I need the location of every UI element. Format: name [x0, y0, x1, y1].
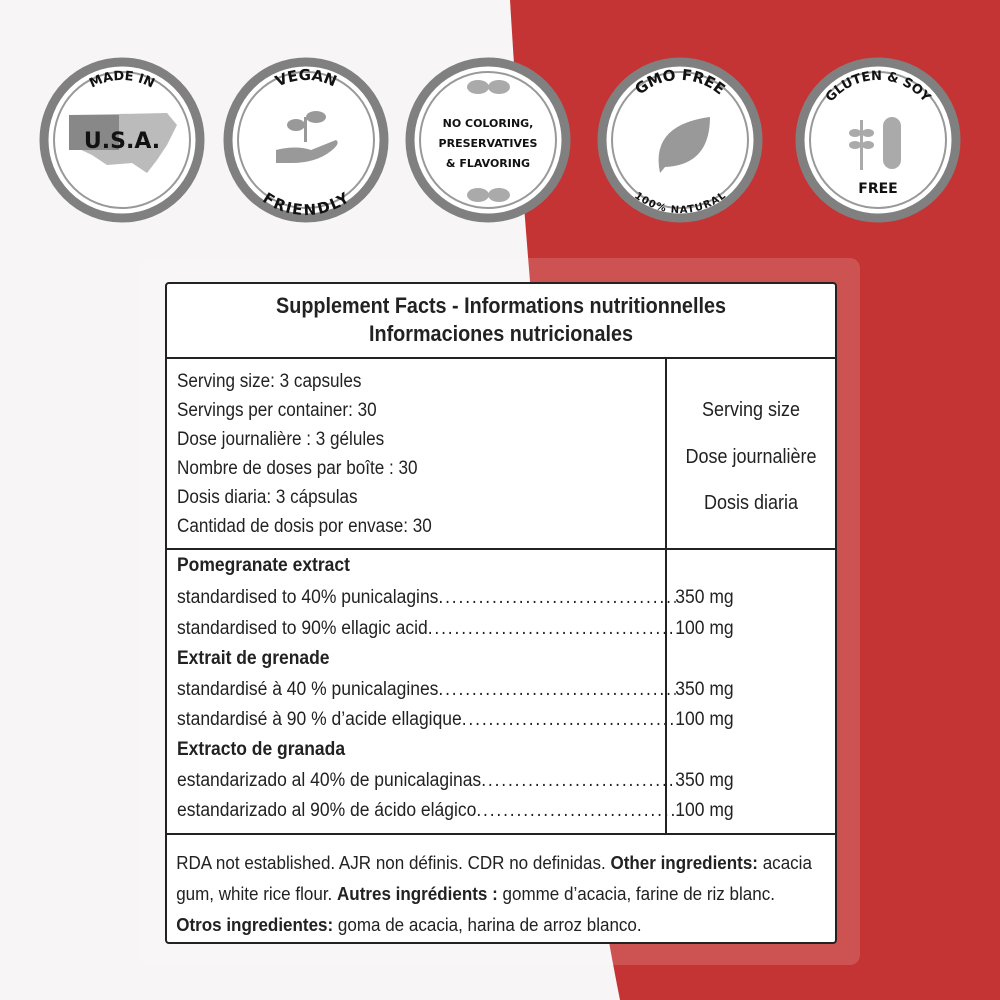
badge-no-coloring	[403, 55, 573, 225]
serving-column-header: Serving size	[701, 399, 801, 421]
serving-column-header: Dosis diaria	[703, 492, 799, 514]
serving-line: Nombre de doses par boîte : 30	[177, 458, 418, 479]
badge-made-in-usa	[37, 55, 207, 225]
supplement-facts-table	[165, 282, 837, 944]
svg-text:NO COLORING,: NO COLORING,	[442, 117, 534, 130]
serving-line: Dosis diaria: 3 cápsulas	[177, 487, 358, 508]
facts-header	[167, 284, 835, 359]
svg-text:FREE: FREE	[858, 181, 898, 197]
badge-vegan-friendly	[221, 55, 391, 225]
svg-text:U.S.A.: U.S.A.	[83, 129, 161, 154]
serving-line: Servings per container: 30	[177, 400, 377, 421]
facts-subtitle: Informaciones nutricionales	[368, 321, 634, 346]
facts-title: Supplement Facts - Informations nutritionnelles	[276, 293, 726, 318]
serving-column-header: Dose journalière	[685, 445, 817, 468]
badge-gluten-soy-free	[793, 55, 963, 225]
svg-text:MADE IN: MADE IN	[87, 68, 157, 92]
svg-text:PRESERVATIVES: PRESERVATIVES	[438, 137, 538, 150]
ingredient-row: standardisé à 40 % punicalagines ..... 350 mg	[177, 679, 734, 701]
svg-text:VEGAN: VEGAN	[272, 65, 340, 91]
serving-line: Cantidad de dosis por envase: 30	[177, 516, 432, 537]
serving-line: Dose journalière : 3 gélules	[177, 429, 385, 450]
ingredient-row: standardisé à 90 % d’acide ellagique ..... 100 mg	[177, 709, 734, 731]
svg-text:GMO FREE: GMO FREE	[631, 65, 729, 99]
ingredient-name: Extrait de grenade	[177, 648, 330, 669]
serving-section	[167, 359, 835, 550]
ingredient-name: Extracto de granada	[177, 739, 346, 760]
ingredient-row: standardised to 90% ellagic acid ..... 100 mg	[177, 618, 734, 640]
svg-text:100% NATURAL: 100% NATURAL	[632, 190, 728, 217]
ingredient-row: estandarizado al 90% de ácido elágico ..... 100 mg	[177, 800, 734, 822]
ingredient-row: standardised to 40% punicalagins ..... 350 mg	[177, 587, 734, 609]
svg-text:GLUTEN & SOY: GLUTEN & SOY	[822, 68, 934, 106]
badge-gmo-free	[595, 55, 765, 225]
ingredient-name: Pomegranate extract	[177, 555, 350, 576]
svg-text:FRIENDLY: FRIENDLY	[259, 188, 353, 220]
svg-text:& FLAVORING: & FLAVORING	[445, 157, 531, 170]
footer-notes: RDA not established. AJR non définis. CDR no definidas. Other ingredients: acacia gum, white rice flour. Autres ingrédients : gomme d’acacia, farine de riz blanc. Otros ingredientes: goma de acacia, harina de arroz blanco.	[176, 852, 812, 935]
serving-line: Serving size: 3 capsules	[177, 371, 362, 392]
ingredients-section	[167, 550, 835, 835]
ingredient-row: estandarizado al 40% de punicalaginas ..... 350 mg	[177, 770, 734, 792]
